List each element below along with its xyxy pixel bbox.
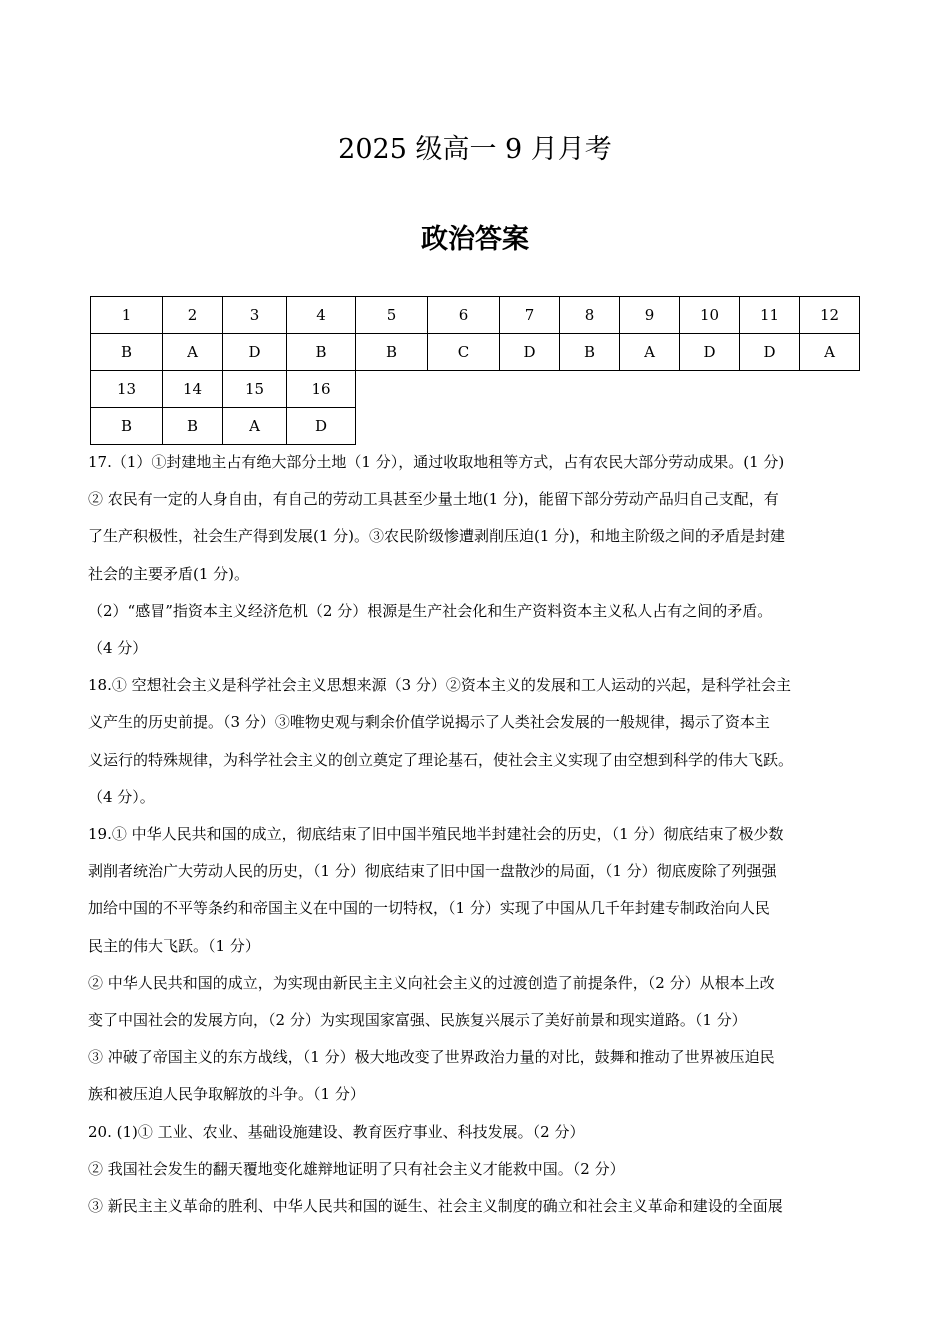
table-cell: 10: [680, 297, 740, 334]
text-line: ③ 新民主主义革命的胜利、中华人民共和国的诞生、社会主义制度的确立和社会主义革命和建设的全面展: [88, 1197, 783, 1216]
text-line: 17.（1）①封建地主占有绝大部分土地（1 分），通过收取地租等方式，占有农民大部分劳动成果。(1 分): [88, 453, 785, 471]
table-cell: 2: [163, 297, 223, 334]
text-line: ② 农民有一定的人身自由，有自己的劳动工具甚至少量土地(1 分)，能留下部分劳动产品归自己支配，有: [88, 490, 779, 509]
table-cell: 7: [500, 297, 560, 334]
table-cell: A: [620, 334, 680, 371]
table-cell: B: [560, 334, 620, 371]
table-cell: A: [800, 334, 860, 371]
table-cell: 11: [740, 297, 800, 334]
table-row-numbers-2: [91, 371, 860, 408]
table-row-answers-1: [91, 334, 860, 371]
table-cell: 12: [800, 297, 860, 334]
text-line: （2）“感冒”指资本主义经济危机（2 分）根源是生产社会化和生产资料资本主义私人占有之间的矛盾。: [88, 601, 773, 620]
text-line: 19.① 中华人民共和国的成立，彻底结束了旧中国半殖民地半封建社会的历史，（1 分）彻底结束了极少数: [88, 825, 784, 844]
page-subtitle: 政治答案: [421, 224, 529, 255]
text-line: 20. (1)① 工业、农业、基础设施建设、教育医疗事业、科技发展。（2 分）: [88, 1122, 585, 1141]
table-cell: B: [287, 334, 356, 371]
text-line: 义运行的特殊规律，为科学社会主义的创立奠定了理论基石，使社会主义实现了由空想到科学的伟大飞跃。: [88, 750, 794, 769]
text-line: ② 我国社会发生的翻天覆地变化雄辩地证明了只有社会主义才能救中国。（2 分）: [88, 1159, 625, 1178]
answer-text: [88, 444, 873, 1225]
table-cell: 6: [428, 297, 500, 334]
table-cell: 13: [91, 371, 163, 408]
table-cell: A: [223, 408, 287, 445]
table-row-answers-2: [91, 408, 860, 445]
text-line: ③ 冲破了帝国主义的东方战线，（1 分）极大地改变了世界政治力量的对比，鼓舞和推动了世界被压迫民: [88, 1048, 775, 1067]
text-line: （4 分）。: [88, 787, 155, 806]
table-cell: 1: [91, 297, 163, 334]
table-cell: 16: [287, 371, 356, 408]
table-cell: 4: [287, 297, 356, 334]
table-cell: D: [223, 334, 287, 371]
table-row-numbers-1: [91, 297, 860, 334]
text-line: 剥削者统治广大劳动人民的历史，（1 分）彻底结束了旧中国一盘散沙的局面，（1 分）彻底废除了列强强: [88, 862, 777, 881]
text-line: 义产生的历史前提。（3 分）③唯物史观与剩余价值学说揭示了人类社会发展的一般规律，揭示了资本主: [88, 713, 770, 732]
text-line: 加给中国的不平等条约和帝国主义在中国的一切特权，（1 分）实现了中国从几千年封建专制政治向人民: [88, 899, 770, 918]
table-cell: B: [91, 334, 163, 371]
table-empty-area: [356, 371, 860, 408]
table-cell: B: [163, 408, 223, 445]
table-cell: A: [163, 334, 223, 371]
table-cell: 5: [356, 297, 428, 334]
text-line: ② 中华人民共和国的成立，为实现由新民主主义向社会主义的过渡创造了前提条件，（2 分）从根本上改: [88, 973, 775, 992]
table-cell: 9: [620, 297, 680, 334]
table-empty-area: [356, 408, 860, 445]
table-cell: B: [91, 408, 163, 445]
text-line: 变了中国社会的发展方向，（2 分）为实现国家富强、民族复兴展示了美好前景和现实道路。（1 分）: [88, 1011, 747, 1030]
table-cell: D: [740, 334, 800, 371]
table-cell: B: [356, 334, 428, 371]
table-cell: D: [680, 334, 740, 371]
text-line: 族和被压迫人民争取解放的斗争。（1 分）: [88, 1085, 365, 1104]
text-line: （4 分）: [88, 639, 148, 658]
text-line: 民主的伟大飞跃。（1 分）: [88, 936, 260, 955]
table-cell: 15: [223, 371, 287, 408]
table-cell: 3: [223, 297, 287, 334]
table-cell: 14: [163, 371, 223, 408]
table-cell: D: [287, 408, 356, 445]
text-line: 了生产积极性，社会生产得到发展(1 分)。③农民阶级惨遭剥削压迫(1 分)，和地主阶级之间的矛盾是封建: [88, 527, 786, 546]
table-cell: D: [500, 334, 560, 371]
page-title: 2025 级高一 9 月月考: [338, 134, 612, 165]
text-line: 18.① 空想社会主义是科学社会主义思想来源（3 分）②资本主义的发展和工人运动的兴起，是科学社会主: [88, 676, 791, 695]
text-line: 社会的主要矛盾(1 分)。: [88, 564, 250, 583]
table-cell: 8: [560, 297, 620, 334]
answer-table: [90, 296, 860, 445]
table-cell: C: [428, 334, 500, 371]
